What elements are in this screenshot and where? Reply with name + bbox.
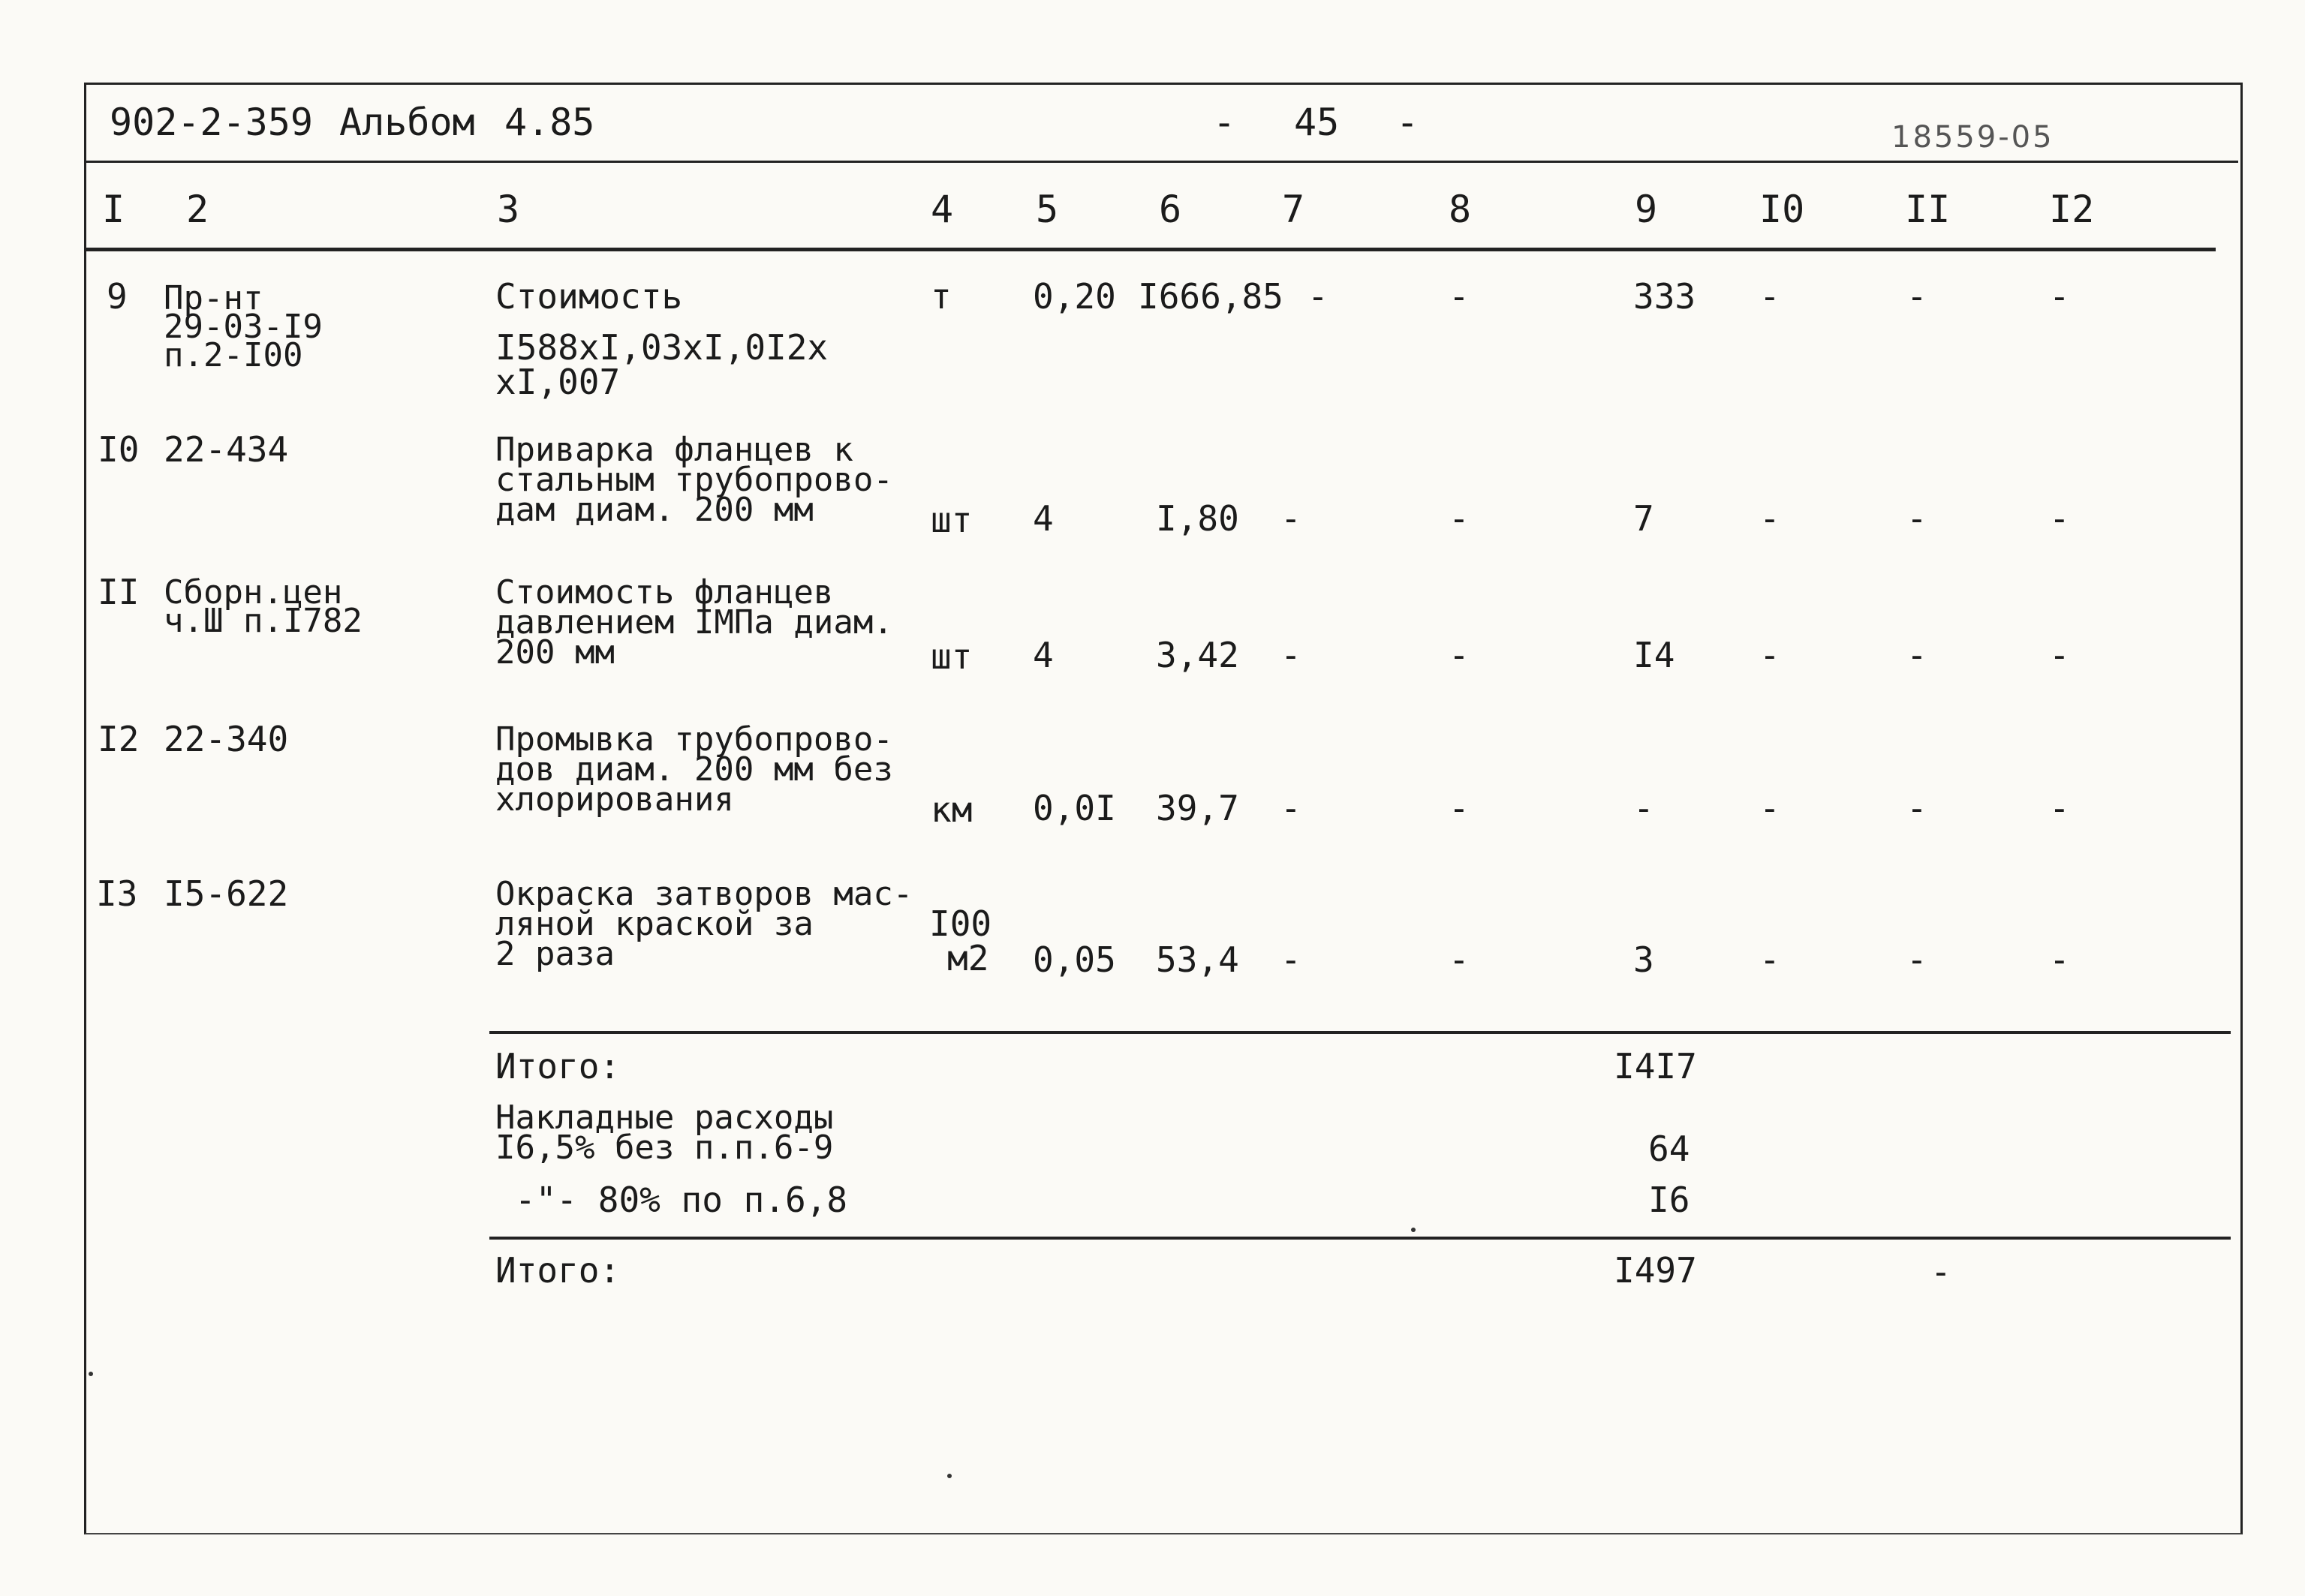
row-col11: - (1906, 788, 1927, 828)
row-description: давлением IМПа диам. (495, 603, 893, 642)
row-quantity: 0,20 (1033, 276, 1116, 317)
summary-rule (489, 1031, 2231, 1034)
row-number: II (98, 572, 140, 612)
row-col12: - (2049, 498, 2070, 539)
row-col7: - (1280, 498, 1301, 539)
row-total: 333 (1633, 276, 1696, 317)
column-header-9: 9 (1635, 188, 1658, 231)
total-label: Итого: (495, 1250, 621, 1291)
row-unit: I00 (929, 903, 992, 944)
row-description: дам диам. 200 мм (495, 491, 814, 529)
row-unit: км (931, 789, 973, 830)
row-col10: - (1759, 635, 1780, 675)
row-description: xI,007 (495, 362, 621, 402)
scan-speck (1411, 1228, 1416, 1232)
row-price: 39,7 (1156, 788, 1239, 828)
row-description: дов диам. 200 мм без (495, 750, 893, 789)
column-header-10: I0 (1759, 188, 1805, 231)
column-header-1: I (102, 188, 125, 231)
overhead-label: I6,5% без п.п.6-9 (495, 1129, 834, 1167)
row-price: I,80 (1156, 498, 1239, 539)
row-unit: шт (931, 636, 973, 677)
page-dash-right: - (1396, 101, 1419, 144)
row-col11: - (1906, 276, 1927, 317)
row-number: I3 (96, 873, 138, 914)
page-dash-left: - (1213, 101, 1236, 144)
row-reference: Сборн.цен (164, 573, 343, 612)
row-quantity: 4 (1033, 498, 1054, 539)
row-col7: - (1280, 788, 1301, 828)
column-header-5: 5 (1036, 188, 1059, 231)
row-col12: - (2049, 635, 2070, 675)
row-col8: - (1449, 939, 1470, 980)
page-number: 45 (1294, 101, 1340, 144)
row-price: 3,42 (1156, 635, 1239, 675)
row-number: I0 (98, 429, 140, 470)
row-col10: - (1759, 498, 1780, 539)
archive-stamp: 18559-05 (1891, 120, 2054, 155)
album-label: Альбом (339, 101, 475, 144)
row-description: 200 мм (495, 633, 615, 672)
column-header-6: 6 (1159, 188, 1182, 231)
total-value: I497 (1614, 1250, 1697, 1291)
row-reference: 22-434 (164, 429, 289, 470)
row-total: - (1633, 788, 1654, 828)
row-col8: - (1449, 498, 1470, 539)
row-description: хлорирования (495, 780, 734, 819)
row-reference: ч.Ш п.I782 (164, 602, 363, 640)
row-col12: - (2049, 939, 2070, 980)
row-quantity: 4 (1033, 635, 1054, 675)
row-reference: Пр-нт (164, 279, 263, 317)
row-description: Приварка фланцев к (495, 431, 853, 469)
total-tail-dash: - (1930, 1252, 1951, 1292)
row-description: ляной краской за (495, 905, 814, 943)
row-description: стальным трубопрово- (495, 461, 893, 499)
row-price: I666,85 (1138, 276, 1283, 317)
row-col12: - (2049, 788, 2070, 828)
row-reference: п.2-I00 (164, 336, 303, 374)
scan-speck (947, 1474, 952, 1478)
row-col8: - (1449, 635, 1470, 675)
row-col11: - (1906, 635, 1927, 675)
row-description: Стоимость (495, 276, 683, 317)
row-description: Промывка трубопрово- (495, 720, 893, 759)
row-description: Окраска затворов мас- (495, 875, 913, 913)
column-header-12: I2 (2049, 188, 2095, 231)
row-col8: - (1449, 788, 1470, 828)
column-header-3: 3 (497, 188, 520, 231)
row-col10: - (1759, 939, 1780, 980)
row-reference: 29-03-I9 (164, 308, 323, 346)
header-rule (84, 161, 2238, 163)
row-col7: - (1280, 939, 1301, 980)
row-col8: - (1449, 276, 1470, 317)
total-rule (489, 1237, 2231, 1240)
row-unit: т (931, 276, 952, 317)
row-col11: - (1906, 498, 1927, 539)
row-total: 3 (1633, 939, 1654, 980)
row-description: 2 раза (495, 935, 615, 973)
document-code: 902-2-359 (110, 101, 313, 144)
scan-speck (89, 1372, 93, 1376)
row-col7: - (1280, 635, 1301, 675)
row-description: I588xI,03xI,0I2x (495, 327, 829, 368)
album-number: 4.85 (504, 101, 595, 144)
row-number: I2 (98, 719, 140, 759)
row-quantity: 0,0I (1033, 788, 1116, 828)
row-total: I4 (1633, 635, 1675, 675)
subtotal-value: I4I7 (1614, 1046, 1697, 1087)
overhead-label: Накладные расходы (495, 1099, 834, 1137)
row-reference: 22-340 (164, 719, 289, 759)
columns-rule (84, 248, 2216, 251)
row-total: 7 (1633, 498, 1654, 539)
column-header-4: 4 (931, 188, 954, 231)
row-col7: - (1307, 276, 1329, 317)
column-header-7: 7 (1282, 188, 1305, 231)
row-col11: - (1906, 939, 1927, 980)
row-description: Стоимость фланцев (495, 573, 834, 612)
column-header-8: 8 (1449, 188, 1472, 231)
row-number: 9 (107, 276, 128, 317)
column-header-11: II (1905, 188, 1951, 231)
row-col12: - (2049, 276, 2070, 317)
row-unit: шт (931, 500, 973, 540)
column-header-2: 2 (186, 188, 209, 231)
row-reference: I5-622 (164, 873, 289, 914)
row-unit: м2 (947, 938, 989, 978)
row-col10: - (1759, 788, 1780, 828)
overhead-value: 64 (1648, 1129, 1690, 1169)
row-col10: - (1759, 276, 1780, 317)
row-price: 53,4 (1156, 939, 1239, 980)
subtotal-label: Итого: (495, 1046, 621, 1087)
overhead2-label: -"- 80% по п.6,8 (515, 1180, 848, 1220)
row-quantity: 0,05 (1033, 939, 1116, 980)
overhead2-value: I6 (1648, 1180, 1690, 1220)
